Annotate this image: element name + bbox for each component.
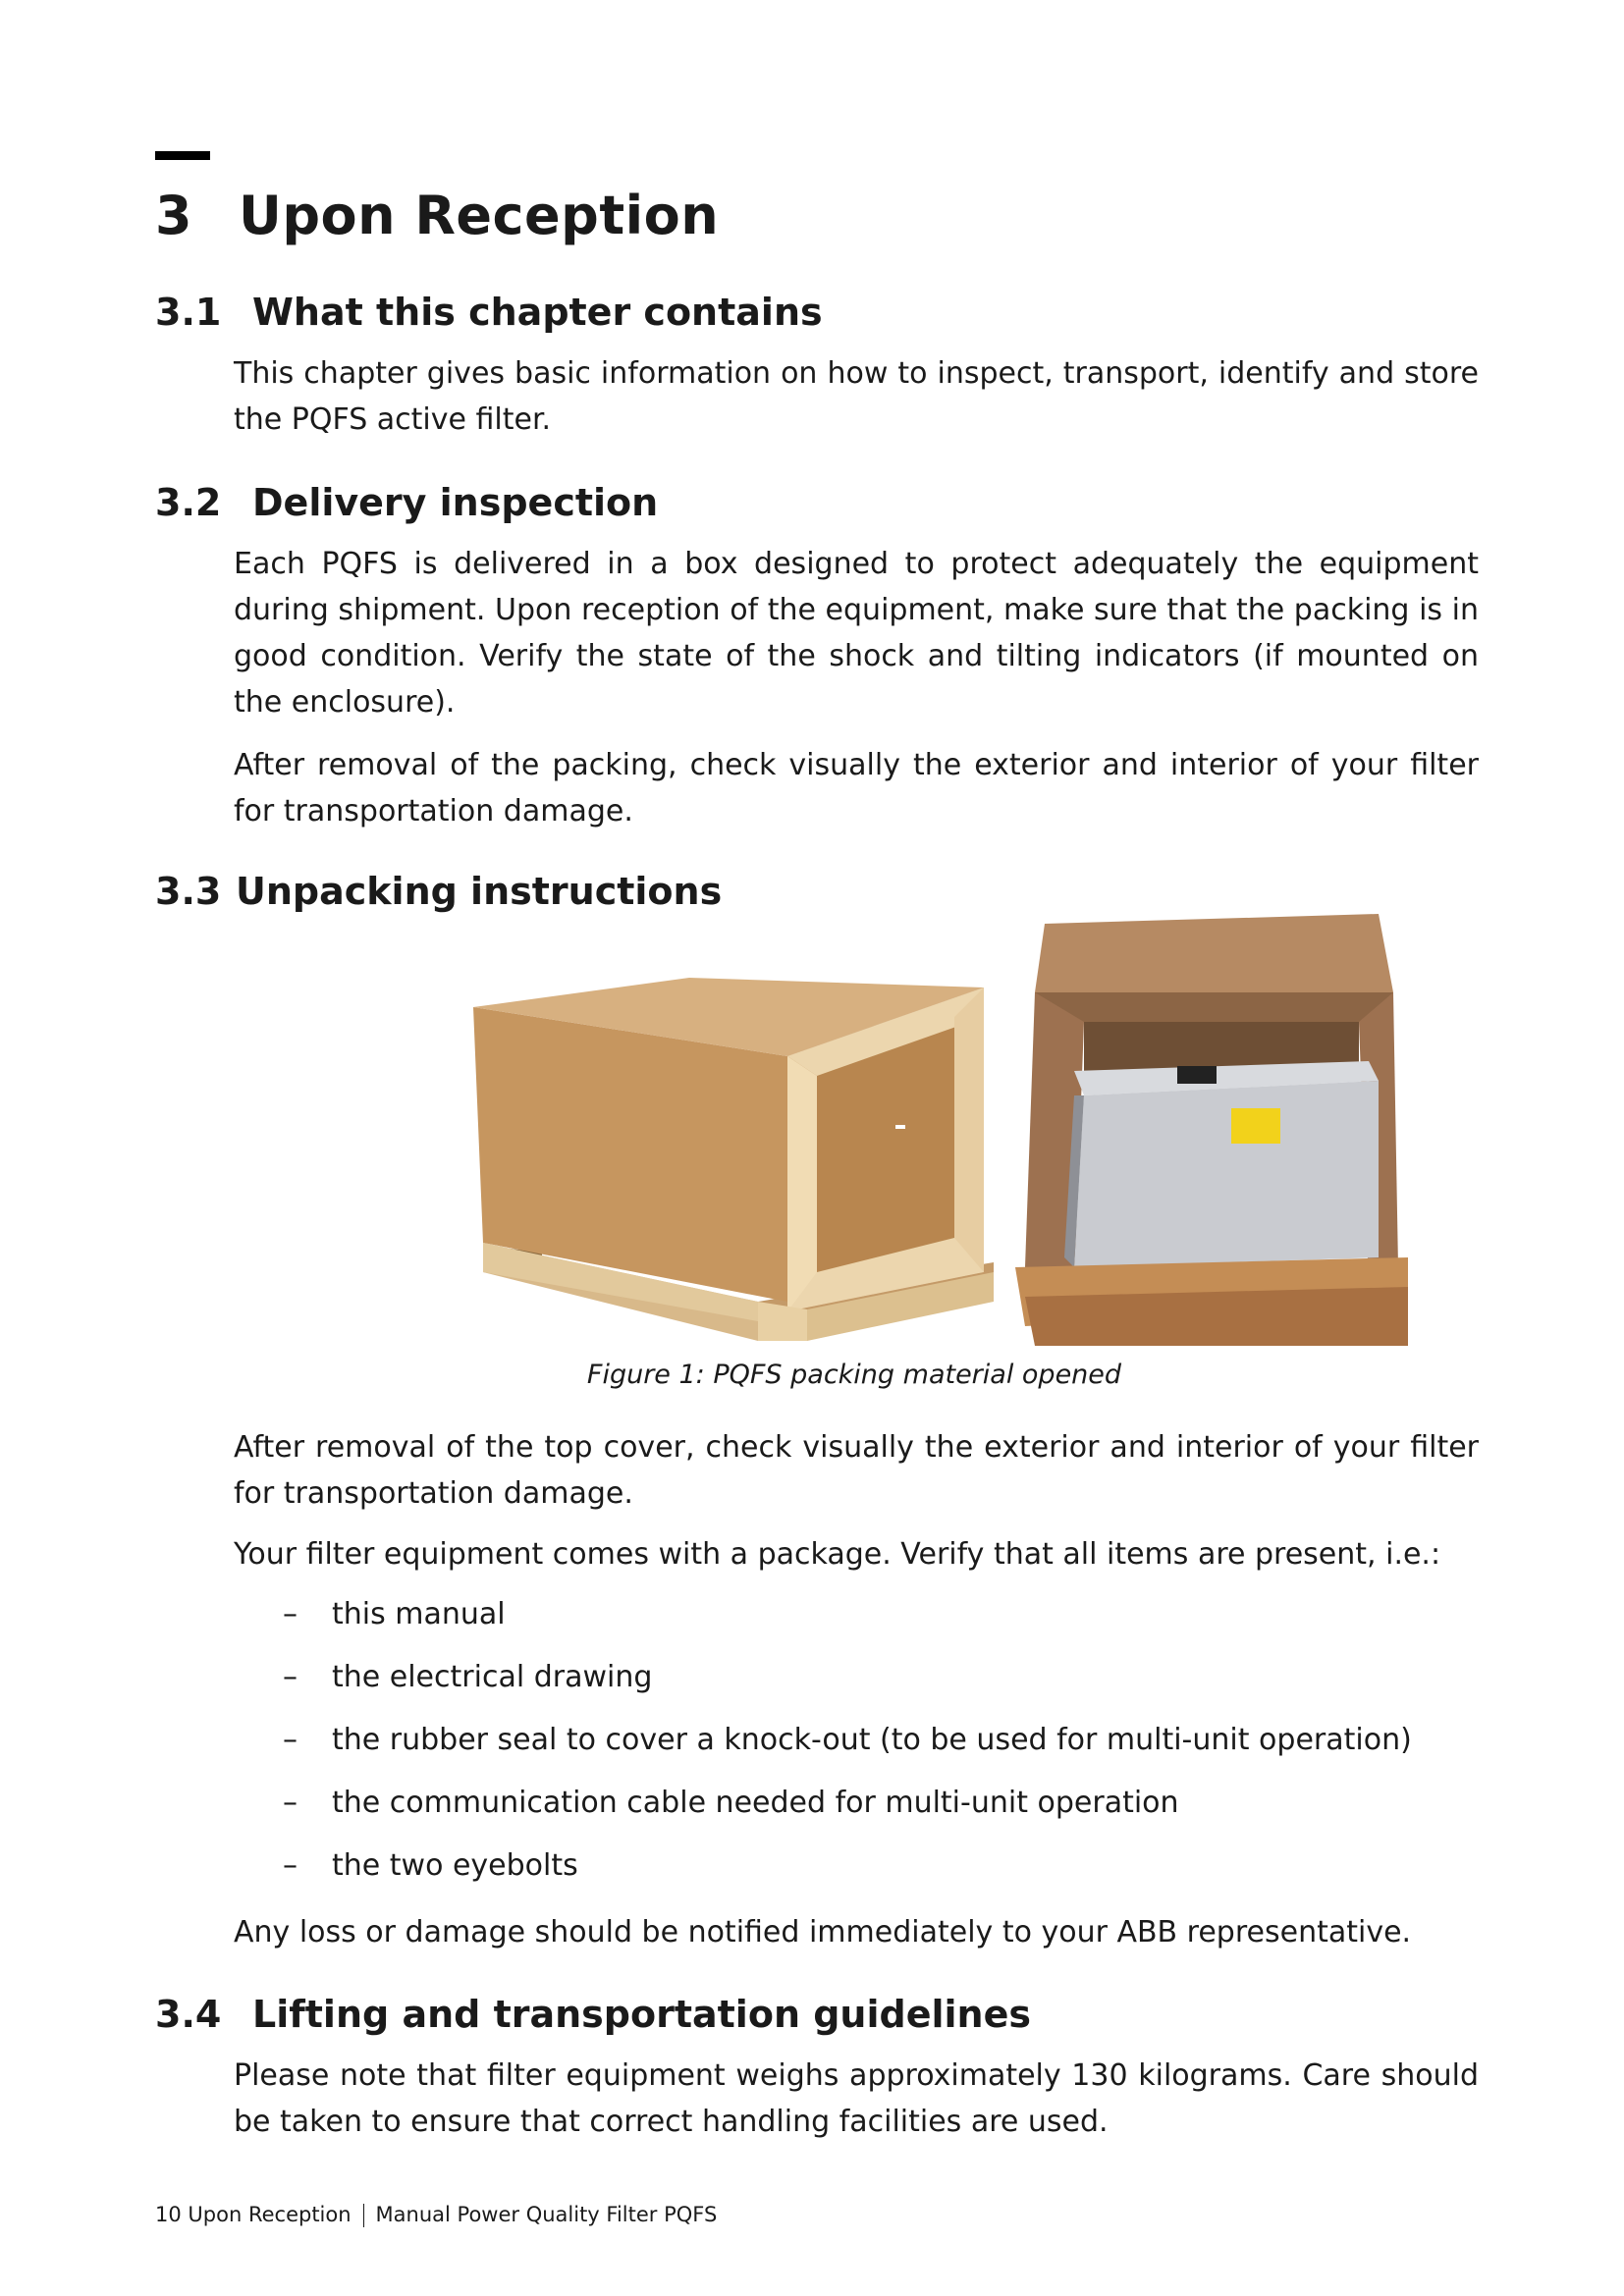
section-heading-3-3 [155,870,722,913]
section-title: Delivery inspection [252,481,659,524]
chapter-number: 3 [155,185,193,246]
section-heading-3-4 [155,1993,1031,2036]
footer-separator [363,2204,364,2227]
paragraph: After removal of the packing, check visually the exterior and interior of your filter for transportation damage. [234,748,1479,828]
packing-box-opened-image [1015,914,1408,1346]
paragraph: Each PQFS is delivered in a box designed to protect adequately the equipment during shipment. Upon reception of the equipment, make sure that the packing is in good condition. Verify the state of the shock and tilting indicators (if mounted on the enclosure). [234,547,1479,720]
footer-document-title: Manual Power Quality Filter PQFS [375,2203,718,2226]
section-number: 3.2 [155,481,222,524]
list-item: – the two eyebolts [283,1848,578,1883]
section-title: Lifting and transportation guidelines [252,1993,1031,2036]
paragraph: This chapter gives basic information on how to inspect, transport, identify and store the PQFS active filter. [234,356,1479,437]
section-number: 3.4 [155,1993,222,2036]
page-footer [155,2203,717,2227]
list-item: – the communication cable needed for multi-unit operation [283,1786,1179,1820]
section-number: 3.1 [155,291,222,334]
paragraph: Your filter equipment comes with a package. Verify that all items are present, i.e.: [234,1537,1441,1572]
section-heading-3-2 [155,481,658,524]
figure-caption: Figure 1: PQFS packing material opened [586,1360,1122,1390]
list-item: – the rubber seal to cover a knock-out (to be used for multi-unit operation) [283,1723,1412,1757]
paragraph: Any loss or damage should be notified immediately to your ABB representative. [234,1915,1412,1949]
packing-box-closed-image [463,978,994,1341]
footer-section: Upon Reception [188,2203,352,2226]
section-title: Unpacking instructions [236,870,723,913]
list-item: – the electrical drawing [283,1660,653,1694]
paragraph: Please note that filter equipment weighs approximately 130 kilograms. Care should be taken to ensure that correct handling facilities are used. [234,2058,1479,2139]
section-heading-3-1 [155,291,823,334]
paragraph: After removal of the top cover, check visually the exterior and interior of your filter for transportation damage. [234,1430,1479,1511]
page-number: 10 [155,2203,182,2226]
chapter-marker-bar [155,151,210,160]
chapter-title-text: Upon Reception [239,185,720,246]
chapter-title [155,185,719,246]
list-item: – this manual [283,1597,506,1631]
package-items-list [234,1591,1412,1905]
section-number: 3.3 [155,870,222,913]
section-title: What this chapter contains [252,291,823,334]
